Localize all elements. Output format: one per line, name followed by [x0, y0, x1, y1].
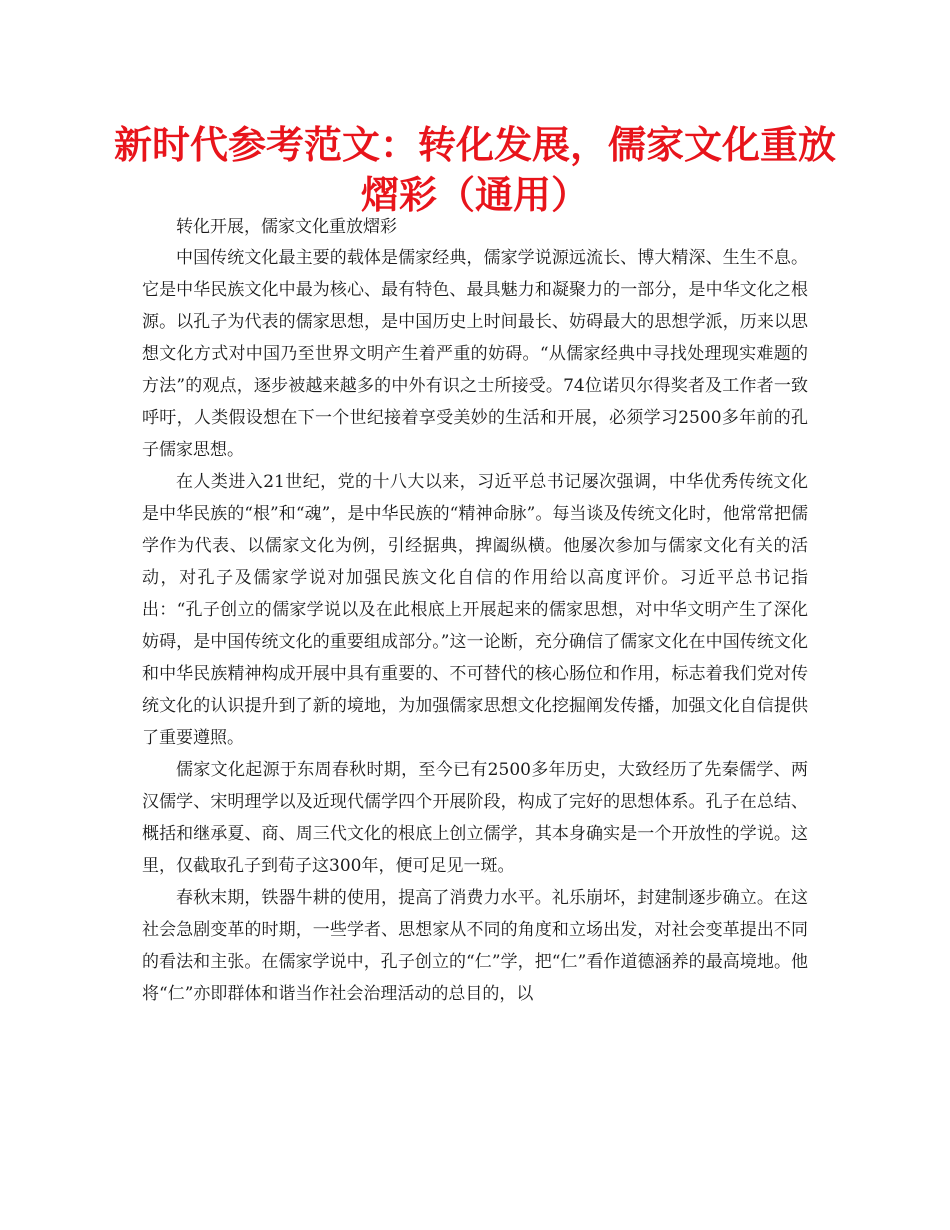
paragraph-3: 儒家文化起源于东周春秋时期，至今已有2500多年历史，大致经历了先秦儒学、两汉儒学、宋明理学以及近现代儒学四个开展阶段，构成了完好的思想体系。孔子在总结、概括和继承夏、商、周三代文化的根底上创立儒学，其本身确实是一个开放性的学说。这里，仅截取孔子到荀子这300年，便可足见一斑。: [142, 760, 808, 876]
document-body: [142, 212, 808, 1010]
document-subtitle: 转化开展，儒家文化重放熠彩: [176, 217, 397, 237]
paragraph-1: 中国传统文化最主要的载体是儒家经典，儒家学说源远流长、博大精深、生生不息。它是中华民族文化中最为核心、最有特色、最具魅力和凝聚力的一部分，是中华文化之根源。以孔子为代表的儒家思想，是中国历史上时间最长、妨碍最大的思想学派，历来以思想文化方式对中国乃至世界文明产生着严重的妨碍。“从儒家经典中寻找处理现实难题的方法”的观点，逐步被越来越多的中外有识之士所接受。74位诺贝尔得奖者及工作者一致呼吁，人类假设想在下一个世纪接着享受美妙的生活和开展，必须学习2500多年前的孔子儒家思想。: [142, 248, 808, 460]
paragraph-4: 春秋末期，铁器牛耕的使用，提高了消费力水平。礼乐崩坏，封建制逐步确立。在这社会急剧变革的时期，一些学者、思想家从不同的角度和立场出发，对社会变革提出不同的看法和主张。在儒家学说中，孔子创立的“仁”学，把“仁”看作道德涵养的最高境地。他将“仁”亦即群体和谐当作社会治理活动的总目的，以: [142, 888, 808, 1004]
document-title: 新时代参考范文：转化发展，儒家文化重放熠彩（通用）: [113, 123, 836, 217]
paragraph-2: 在人类进入21世纪，党的十八大以来，习近平总书记屡次强调，中华优秀传统文化是中华民族的“根”和“魂”，是中华民族的“精神命脉”。每当谈及传统文化时，他常常把儒学作为代表、以儒家文化为例，引经据典，捭阖纵横。他屡次参加与儒家文化有关的活动，对孔子及儒家学说对加强民族文化自信的作用给以高度评价。习近平总书记指出：“孔子创立的儒家学说以及在此根底上开展起来的儒家思想，对中华文明产生了深化妨碍，是中国传统文化的重要组成部分。”这一论断，充分确信了儒家文化在中国传统文化和中华民族精神构成开展中具有重要的、不可替代的核心肠位和作用，标志着我们党对传统文化的认识提升到了新的境地，为加强儒家思想文化挖掘阐发传播，加强文化自信提供了重要遵照。: [142, 472, 808, 748]
